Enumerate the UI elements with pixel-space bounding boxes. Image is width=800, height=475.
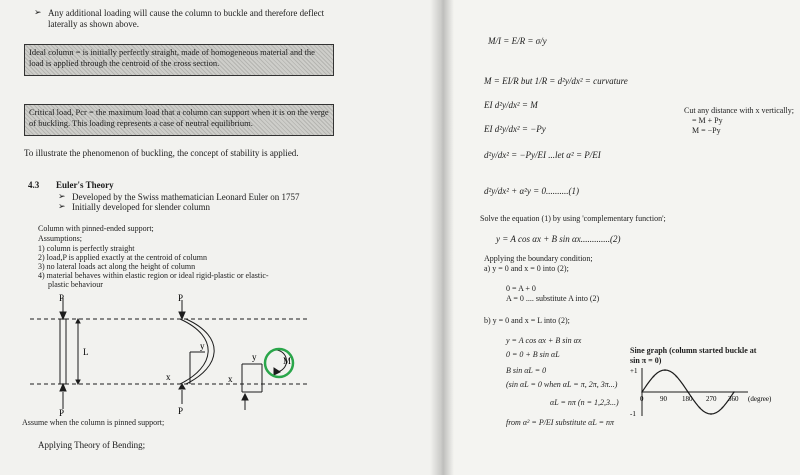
load-label: P: [178, 406, 184, 416]
bullet-developed: Developed by the Swiss mathematician Leonard Euler on 1757: [72, 192, 300, 202]
bullet-arrow-icon: ➢: [58, 191, 66, 201]
condition-a-line: A = 0 .... substitute A into (2): [506, 294, 600, 303]
load-label: P: [59, 408, 65, 417]
cut-note: Cut any distance with x vertically;: [684, 106, 794, 115]
sine-point: [664, 369, 666, 371]
ideal-column-box: Ideal column = is initially perfectly straight, made of homogeneous material and the load is applied through the centroid of the cross section.: [24, 44, 334, 76]
equation-ei: EI d²y/dx² = M: [484, 100, 538, 110]
x-tick-label: 90: [660, 395, 667, 403]
sine-point: [710, 413, 712, 415]
y-label: y: [200, 341, 205, 351]
y-tick-label: -1: [630, 410, 636, 418]
condition-b-line: B sin αL = 0: [506, 366, 547, 375]
book-gutter: [430, 0, 454, 475]
cut-equation: M = −Py: [692, 126, 721, 135]
equation-2: y = A cos αx + B sin αx.............(2): [496, 234, 621, 244]
x-axis-unit: (degree): [748, 395, 772, 403]
assumption-item: 3) no lateral loads act along the height of column: [38, 262, 196, 271]
load-label: P: [178, 293, 184, 303]
assumption-continued: plastic behaviour: [48, 280, 103, 289]
section-title: Euler's Theory: [56, 180, 114, 190]
x-label: x: [228, 374, 233, 384]
boundary-heading: Applying the boundary condition;: [484, 254, 593, 263]
solve-text: Solve the equation (1) by using 'complementary function';: [480, 214, 666, 223]
assumptions-heading: Assumptions;: [38, 234, 83, 243]
x-tick-label: 180: [682, 395, 693, 403]
x-tick-label: 360: [728, 395, 739, 403]
condition-b-line: αL = nπ (n = 1,2,3...): [550, 398, 619, 407]
x-tick-label: 270: [706, 395, 717, 403]
moment-label: M: [283, 356, 292, 366]
sine-graph-subtitle: sin π = 0): [630, 356, 662, 365]
loading-note: Any additional loading will cause the column to buckle and therefore deflect laterally as shown above.: [48, 8, 325, 29]
condition-b: b) y = 0 and x = L into (2);: [484, 316, 570, 325]
assumption-item: 4) material behaves within elastic region or ideal rigid-plastic or elastic-: [38, 271, 269, 280]
condition-a: a) y = 0 and x = 0 into (2);: [484, 264, 569, 273]
condition-b-line: (sin αL = 0 when αL = π, 2π, 3π...): [506, 380, 618, 389]
sine-point: [687, 391, 689, 393]
assumption-item: 2) load,P is applied exactly at the centroid of column: [38, 253, 207, 262]
sine-point: [676, 376, 678, 378]
length-label: L: [83, 347, 89, 357]
section-number: 4.3: [28, 180, 40, 190]
illustrate-text: To illustrate the phenomenon of buckling, the concept of stability is applied.: [24, 148, 299, 158]
y-label: y: [252, 352, 257, 362]
right-page: [440, 0, 800, 475]
load-label: P: [59, 293, 65, 303]
cut-equation: = M + Py: [692, 116, 723, 125]
bullet-arrow-icon: ➢: [34, 7, 42, 17]
column-pinned-heading: Column with pinned-ended support;: [38, 224, 154, 233]
equation-bending: M/I = E/R = σ/y: [488, 36, 547, 46]
condition-b-line: y = A cos αx + B sin αx: [506, 336, 582, 345]
sine-point: [699, 407, 701, 409]
x-tick-label: 0: [640, 395, 644, 403]
applying-bending-text: Applying Theory of Bending;: [38, 440, 146, 450]
bullet-slender: Initially developed for slender column: [72, 202, 210, 212]
condition-b-line: 0 = 0 + B sin αL: [506, 350, 560, 359]
sine-point: [641, 391, 643, 393]
equation-ei-py: EI d²y/dx² = −Py: [484, 124, 546, 134]
column-buckling-diagram: [30, 292, 320, 417]
condition-b-line: from α² = P/EI substitute αL = nπ: [506, 418, 615, 427]
sine-graph: [628, 364, 792, 418]
sine-point: [733, 391, 735, 393]
sine-point: [722, 407, 724, 409]
x-label: x: [166, 372, 171, 382]
equation-1: d²y/dx² + α²y = 0..........(1): [484, 186, 579, 196]
sine-graph-title: Sine graph (column started buckle at: [630, 346, 757, 355]
critical-load-box: Critical load, Pcr = the maximum load that a column can support when it is on the verge of buckling. This loading represents a case of neutral equilibrium.: [24, 104, 334, 136]
equation-alpha: d²y/dx² = −Py/EI ...let α² = P/EI: [484, 150, 601, 160]
y-tick-label: +1: [630, 367, 638, 375]
assumption-item: 1) column is perfectly straight: [38, 244, 135, 253]
assume-pinned-text: Assume when the column is pinned support;: [22, 418, 165, 427]
equation-moment: M = EI/R but 1/R = d²y/dx² = curvature: [484, 76, 628, 86]
sine-point: [653, 376, 655, 378]
bullet-arrow-icon: ➢: [58, 201, 66, 211]
condition-a-line: 0 = A + 0: [506, 284, 536, 293]
